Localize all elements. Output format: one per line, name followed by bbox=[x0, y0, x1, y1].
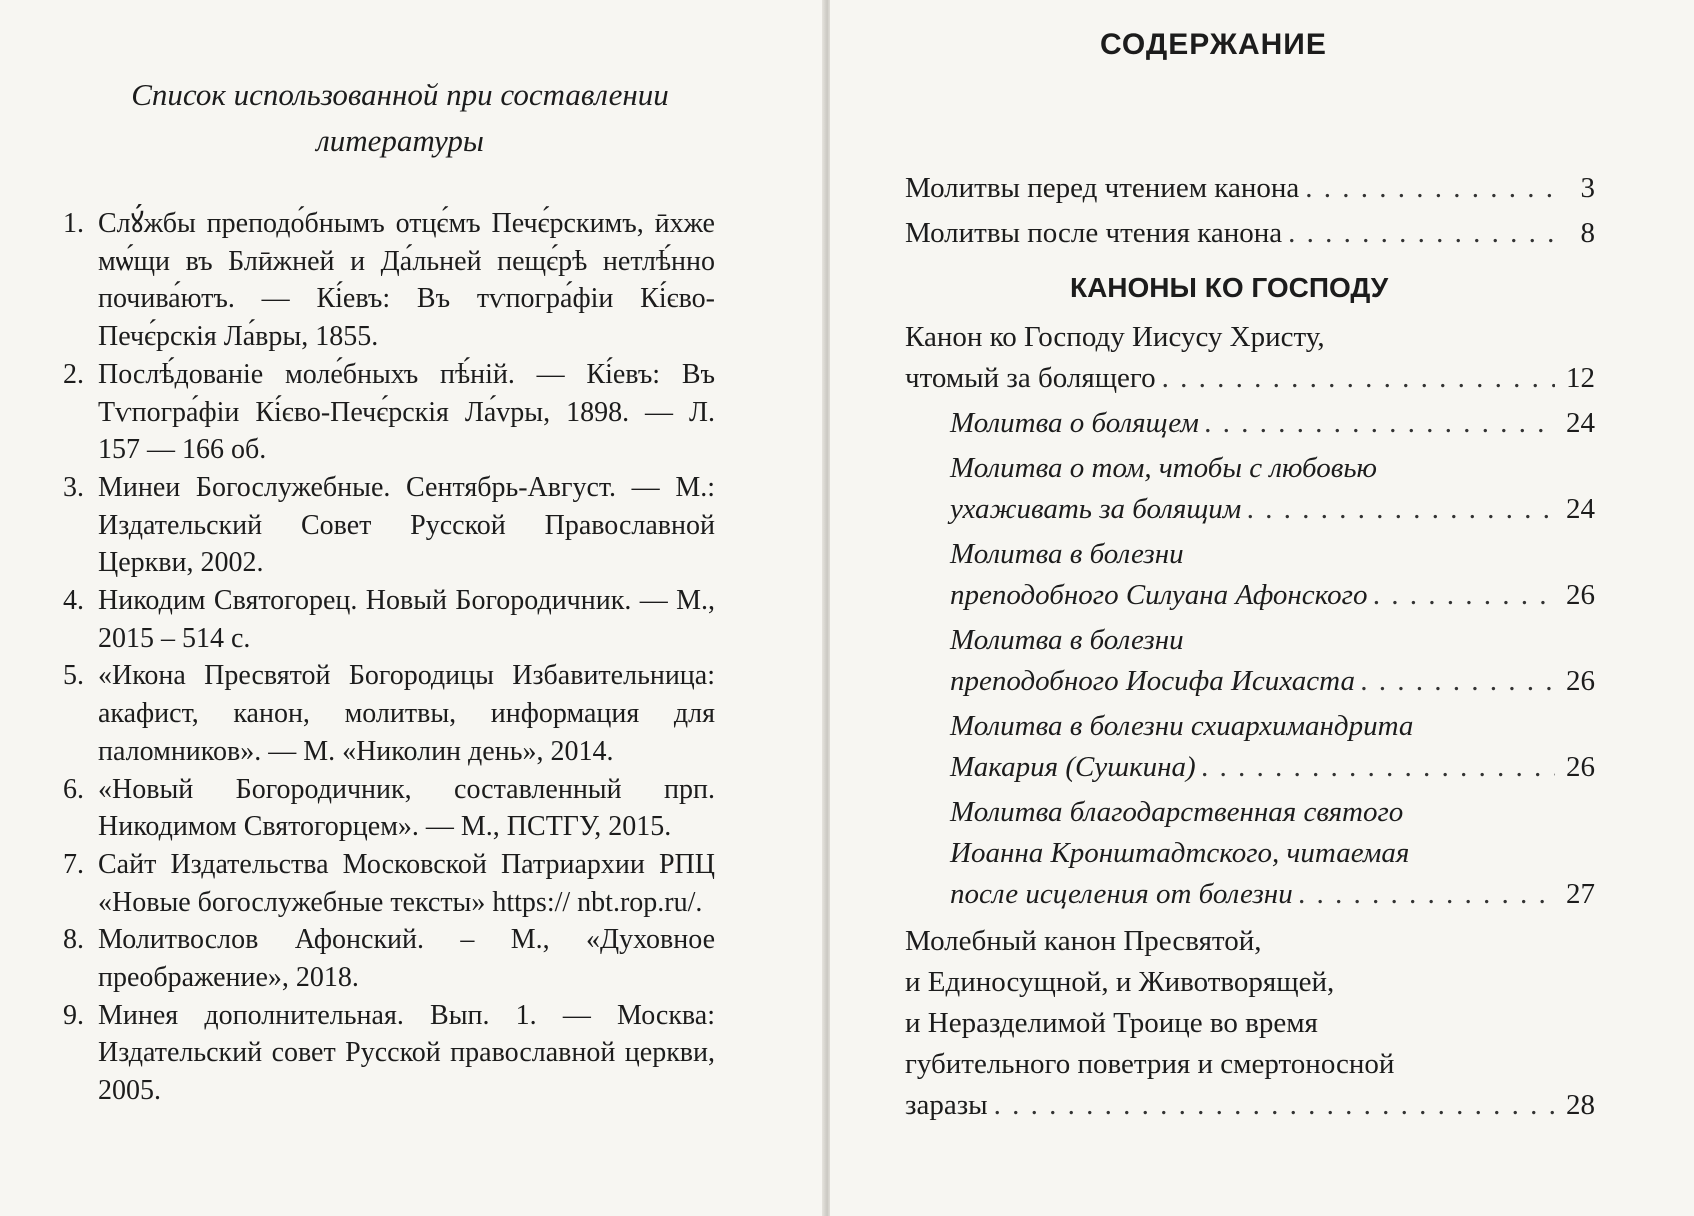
toc-entry-line: Молитва в болезни bbox=[950, 624, 1184, 656]
bibliography-item-text: Послѣ́дованіе моле́бныхъ пѣ́ній. — Кі́евъ: Въ Тѵпогра́фіи Кі́єво-Печє́рскія Ла́vры, 1898. — Л. 157 — 166 об. bbox=[98, 358, 715, 466]
bibliography-item-text: Сайт Издательства Московской Патриархии РПЦ «Новые богослужебные тексты» https:// nbt.rop.ru/. bbox=[98, 848, 715, 918]
toc-entry-line: Иоанна Кронштадтского, читаемая bbox=[950, 837, 1410, 869]
toc-entry-line: и Неразделимой Троице во время bbox=[905, 1007, 1318, 1039]
bibliography-item bbox=[50, 657, 715, 770]
prayers-entries bbox=[905, 168, 1595, 254]
bibliography-item-text: Никодим Святогорец. Новый Богородичник. — М., 2015 – 514 с. bbox=[98, 585, 715, 654]
dot-leader bbox=[1373, 575, 1555, 616]
toc-page-number: 8 bbox=[1580, 217, 1595, 249]
toc-entry bbox=[905, 1085, 1595, 1126]
toc-entry-line: Молитва в болезни bbox=[950, 538, 1184, 570]
bibliography-item bbox=[50, 921, 715, 996]
toc-page-number: 3 bbox=[1580, 172, 1595, 204]
toc-page-number: 12 bbox=[1566, 362, 1595, 394]
bibliography-item-number: 6. bbox=[63, 773, 84, 805]
bibliography-item-number: 9. bbox=[63, 999, 84, 1031]
toc-entry-line: Молитва в болезни схиархимандрита bbox=[950, 710, 1414, 742]
toc-entry-title: Молитвы перед чтением канона bbox=[905, 172, 1300, 204]
bibliography-item-number: 1. bbox=[63, 208, 84, 239]
toc-page-number: 26 bbox=[1566, 751, 1595, 783]
toc-entry-line: Молитва благодарственная святого bbox=[950, 796, 1404, 828]
bibliography-item bbox=[50, 582, 715, 657]
dot-leader bbox=[1162, 358, 1555, 399]
toc-entry-title: преподобного Силуана Афонского bbox=[950, 579, 1368, 611]
bibliography-item bbox=[50, 469, 715, 582]
bibliography-item-number: 4. bbox=[63, 585, 84, 617]
toc-subentry bbox=[905, 874, 1595, 915]
dot-leader bbox=[1202, 747, 1555, 788]
bibliography-item bbox=[50, 205, 715, 356]
toc-subentry bbox=[905, 403, 1595, 444]
toc-entry bbox=[905, 213, 1595, 254]
bibliography-item-number: 8. bbox=[63, 924, 84, 956]
toc-entry-title: ухаживать за болящим bbox=[950, 493, 1242, 525]
bibliography-list bbox=[50, 205, 715, 1110]
toc-entry-title: Молитва о болящем bbox=[950, 407, 1199, 439]
canons-entries bbox=[905, 317, 1595, 1126]
toc-entry-title: преподобного Иосифа Исихаста bbox=[950, 665, 1355, 697]
toc-subentry bbox=[905, 489, 1595, 530]
toc-entry-title: чтомый за болящего bbox=[905, 362, 1156, 394]
bibliography-item bbox=[50, 356, 715, 469]
toc-entry-line: Молебный канон Пресвятой, bbox=[905, 925, 1262, 957]
toc-entry-line: губительного поветрия и смертоносной bbox=[905, 1048, 1395, 1080]
section-heading: КАНОНЫ КО ГОСПОДУ bbox=[1070, 272, 1389, 303]
toc-entry-title: после исцеления от болезни bbox=[950, 878, 1293, 910]
dot-leader bbox=[1299, 874, 1555, 915]
toc-subentry bbox=[905, 747, 1595, 788]
bibliography-item-text: Молитвослов Афонский. – М., «Духовное преображение», 2018. bbox=[98, 924, 715, 994]
dot-leader bbox=[1361, 661, 1555, 702]
toc-page-number: 24 bbox=[1566, 493, 1595, 525]
bibliography-item-text: «Новый Богородичник, составленный прп. Никодимом Святогорцем». — М., ПСТГУ, 2015. bbox=[98, 773, 715, 843]
bibliography-item-text: Слꙋ́жбы преподо́бнымъ отцє́мъ Печє́рскимъ, ӣхже мѡ́щи въ Блӣжней и Да́льней пещє́рѣ нетлѣ́нно почива́ютъ. — Кі́евъ: Въ тѵпогра́фіи Кі́єво-Печє́рскія Ла́вры, 1855. bbox=[98, 208, 715, 353]
dot-leader bbox=[1288, 213, 1555, 254]
bibliography-item-text: Минеи Богослужебные. Сентябрь-Август. — М.: Издательский Совет Русской Православной Церкви, 2002. bbox=[98, 471, 715, 579]
bibliography-item bbox=[50, 846, 715, 921]
bibliography-item bbox=[50, 771, 715, 846]
toc-page-number: 28 bbox=[1566, 1089, 1595, 1121]
contents-heading: СОДЕРЖАНИЕ bbox=[1100, 28, 1327, 61]
dot-leader bbox=[1305, 168, 1555, 209]
bibliography-item-text: Минея дополнительная. Вып. 1. — Москва: Издательский совет Русской православной церкви, 2005. bbox=[98, 999, 715, 1107]
bibliography-item bbox=[50, 997, 715, 1110]
bibliography-title-line: литературы bbox=[316, 123, 484, 158]
bibliography-title-line: Список использованной при составлении bbox=[131, 77, 669, 112]
toc-entry-line: и Единосущной, и Животворящей, bbox=[905, 966, 1335, 998]
toc-entry-title: Макария (Сушкина) bbox=[950, 751, 1196, 783]
toc-entry-line: Канон ко Господу Иисусу Христу, bbox=[905, 321, 1325, 353]
toc-page-number: 24 bbox=[1566, 407, 1595, 439]
bibliography-item-number: 3. bbox=[63, 471, 84, 503]
toc-entry-title: Молитвы после чтения канона bbox=[905, 217, 1283, 249]
bibliography-item-number: 5. bbox=[63, 660, 84, 692]
bibliography-item-text: «Икона Пресвятой Богородицы Избавительница: акафист, канон, молитвы, информация для паломников». — М. «Николин день», 2014. bbox=[98, 660, 715, 767]
toc-page-number: 27 bbox=[1566, 878, 1595, 910]
toc-entry bbox=[905, 358, 1595, 399]
toc-entry-title: заразы bbox=[905, 1089, 988, 1121]
bibliography-item-number: 2. bbox=[63, 358, 84, 390]
dot-leader bbox=[1205, 403, 1555, 444]
bibliography-item-number: 7. bbox=[63, 848, 84, 880]
toc-page-number: 26 bbox=[1566, 579, 1595, 611]
bibliography-title bbox=[70, 72, 730, 164]
dot-leader bbox=[994, 1085, 1555, 1126]
toc-subentry bbox=[905, 575, 1595, 616]
toc-subentry bbox=[905, 661, 1595, 702]
left-page bbox=[0, 0, 826, 1216]
toc-page-number: 26 bbox=[1566, 665, 1595, 697]
right-page bbox=[830, 0, 1694, 1216]
dot-leader bbox=[1247, 489, 1555, 530]
toc-entry-line: Молитва о том, чтобы с любовью bbox=[950, 452, 1377, 484]
toc-entry bbox=[905, 168, 1595, 209]
